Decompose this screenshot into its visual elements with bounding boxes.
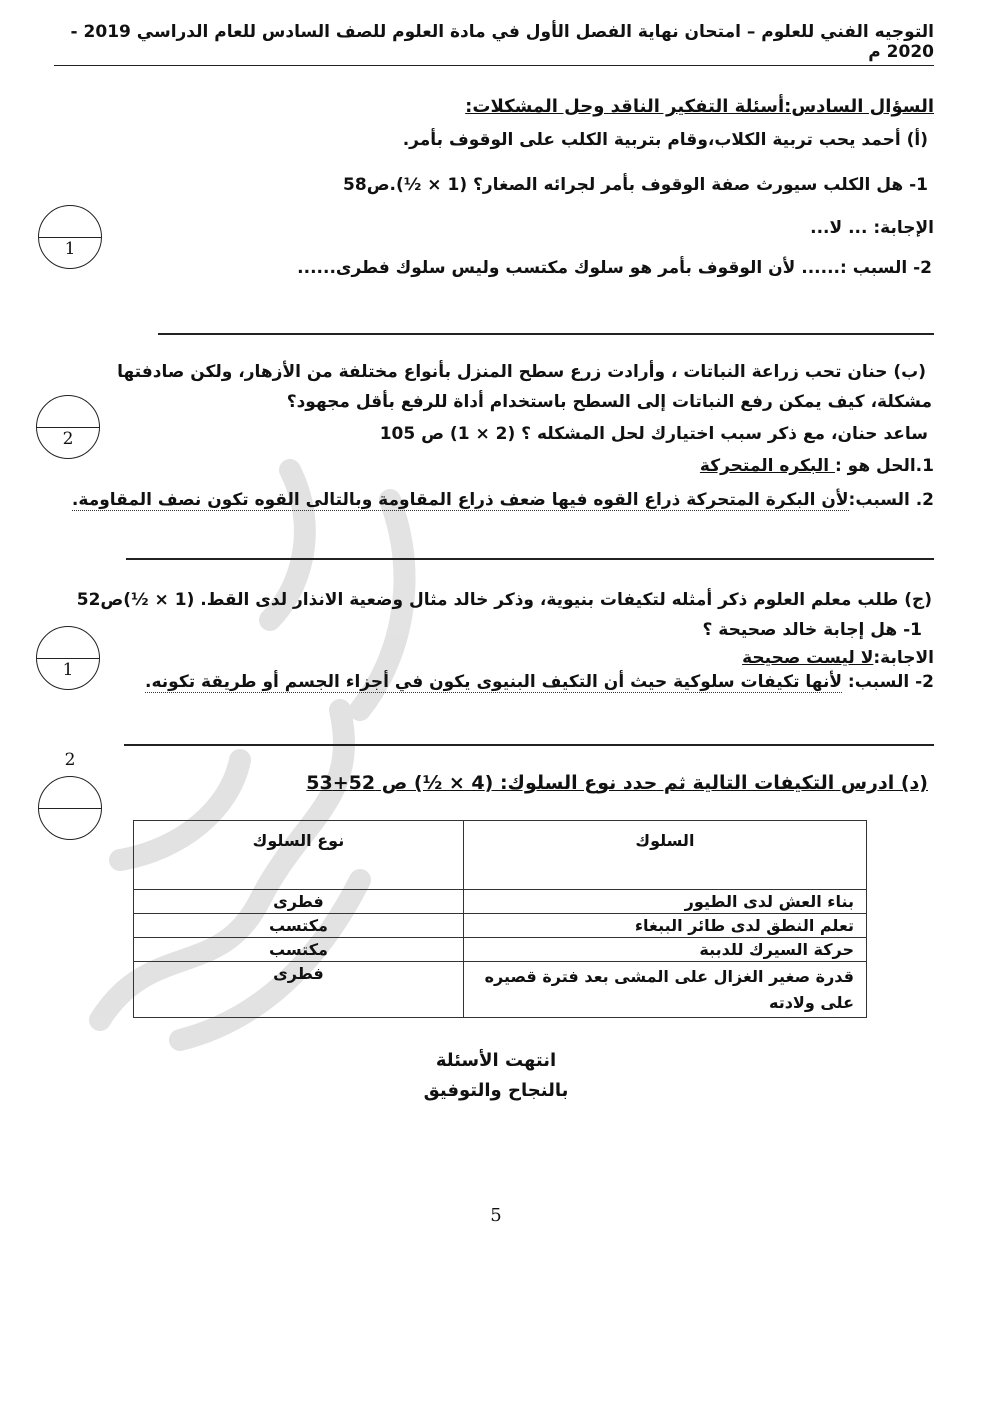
score-value-a: 1: [64, 239, 76, 259]
part-c-intro: (ج) طلب معلم العلوم ذكر أمثله لتكيفات بنيوية، وذكر خالد مثال وضعية الانذار لدى القط. (1 × ½)ص52: [76, 590, 932, 610]
part-c-reason-line: [145, 672, 934, 692]
score-circle-a: [38, 205, 102, 269]
part-c-answer: لا ليست صحيحة: [742, 648, 874, 668]
divider-2: [126, 558, 934, 560]
behavior-cell: قدرة صغير الغزال على المشى بعد فترة قصيره على ولادته: [463, 962, 866, 1018]
type-cell: مكتسب: [134, 914, 464, 938]
part-c-answer-label: الاجابة:: [873, 648, 934, 668]
part-b-solution: البكره المتحركة: [699, 456, 835, 476]
part-b-solution-label: 1.الحل هو :: [834, 456, 934, 476]
page-header: التوجيه الفني للعلوم – امتحان نهاية الفصل الأول في مادة العلوم للصف السادس للعام الدراسي 2019 - 2020 م: [54, 22, 934, 66]
part-b-question: ساعد حنان، مع ذكر سبب اختيارك لحل المشكله ؟ (2 × 1) ص 105: [379, 424, 928, 444]
behavior-table: [133, 820, 867, 1018]
table-row: [134, 962, 867, 1018]
part-c-reason-label: 2- السبب:: [842, 672, 934, 692]
column-header-type: نوع السلوك: [134, 821, 464, 890]
score-circle-c: [36, 626, 100, 690]
part-a-reason: 2- السبب :...... لأن الوقوف بأمر هو سلوك مكتسب وليس سلوك فطرى......: [297, 258, 932, 278]
page-number: 5: [490, 1205, 502, 1226]
part-b-reason-label: 2. السبب:: [848, 490, 934, 510]
part-b-intro-2: مشكلة، كيف يمكن رفع النباتات إلى السطح باستخدام أداة للرفع بأقل مجهود؟: [286, 392, 932, 412]
type-cell: فطرى: [134, 890, 464, 914]
part-a-intro: (أ) أحمد يحب تربية الكلاب،وقام بتربية الكلب على الوقوف بأمر.: [402, 130, 928, 150]
part-b-intro-1: (ب) حنان تحب زراعة النباتات ، وأرادت زرع سطح المنزل بأنواع مختلفة من الأزهار، ولكن صادفتها: [117, 362, 926, 382]
part-b-reason: لأن البكرة المتحركة ذراع القوه فيها ضعف ذراع المقاومة وبالتالى القوه تكون نصف المقاومة.: [71, 490, 849, 510]
part-d-title: (د) ادرس التكيفات التالية ثم حدد نوع السلوك: (4 × ½) ص 52+53: [306, 772, 928, 794]
part-b-reason-line: [72, 490, 934, 510]
closing-line-2: بالنجاح والتوفيق: [423, 1080, 569, 1101]
divider-3: [124, 744, 934, 746]
table-row: [134, 890, 867, 914]
behavior-cell: بناء العش لدى الطيور: [463, 890, 866, 914]
score-value-b: 2: [62, 429, 74, 449]
part-c-answer-line: [742, 648, 934, 668]
table-row: [134, 914, 867, 938]
score-circle-b: [36, 395, 100, 459]
closing-line-1: انتهت الأسئلة: [435, 1050, 557, 1071]
score-value-d: 2: [64, 750, 76, 770]
table-header-row: [134, 821, 867, 890]
table-row: [134, 938, 867, 962]
type-cell: مكتسب: [134, 938, 464, 962]
column-header-behavior: السلوك: [463, 821, 866, 890]
score-value-c: 1: [62, 660, 74, 680]
score-circle-d: [38, 750, 102, 840]
part-c-reason: لأنها تكيفات سلوكية حيث أن التكيف البنيوى يكون في أجزاء الجسم أو طريقة تكونه.: [145, 672, 843, 692]
behavior-cell: حركة السيرك للدببة: [463, 938, 866, 962]
divider-1: [158, 333, 934, 335]
part-b-solution-line: [700, 456, 934, 476]
behavior-cell: تعلم النطق لدى طائر الببغاء: [463, 914, 866, 938]
part-c-question-1: 1- هل إجابة خالد صحيحة ؟: [702, 620, 922, 640]
type-cell: فطرى: [134, 962, 464, 1018]
section-title: السؤال السادس:أسئلة التفكير الناقد وحل المشكلات:: [465, 96, 934, 117]
part-a-question-1: 1- هل الكلب سيورث صفة الوقوف بأمر لجرائه الصغار؟ (1 × ½).ص58: [343, 175, 928, 195]
part-a-answer: الإجابة: ... لا...: [810, 218, 934, 238]
